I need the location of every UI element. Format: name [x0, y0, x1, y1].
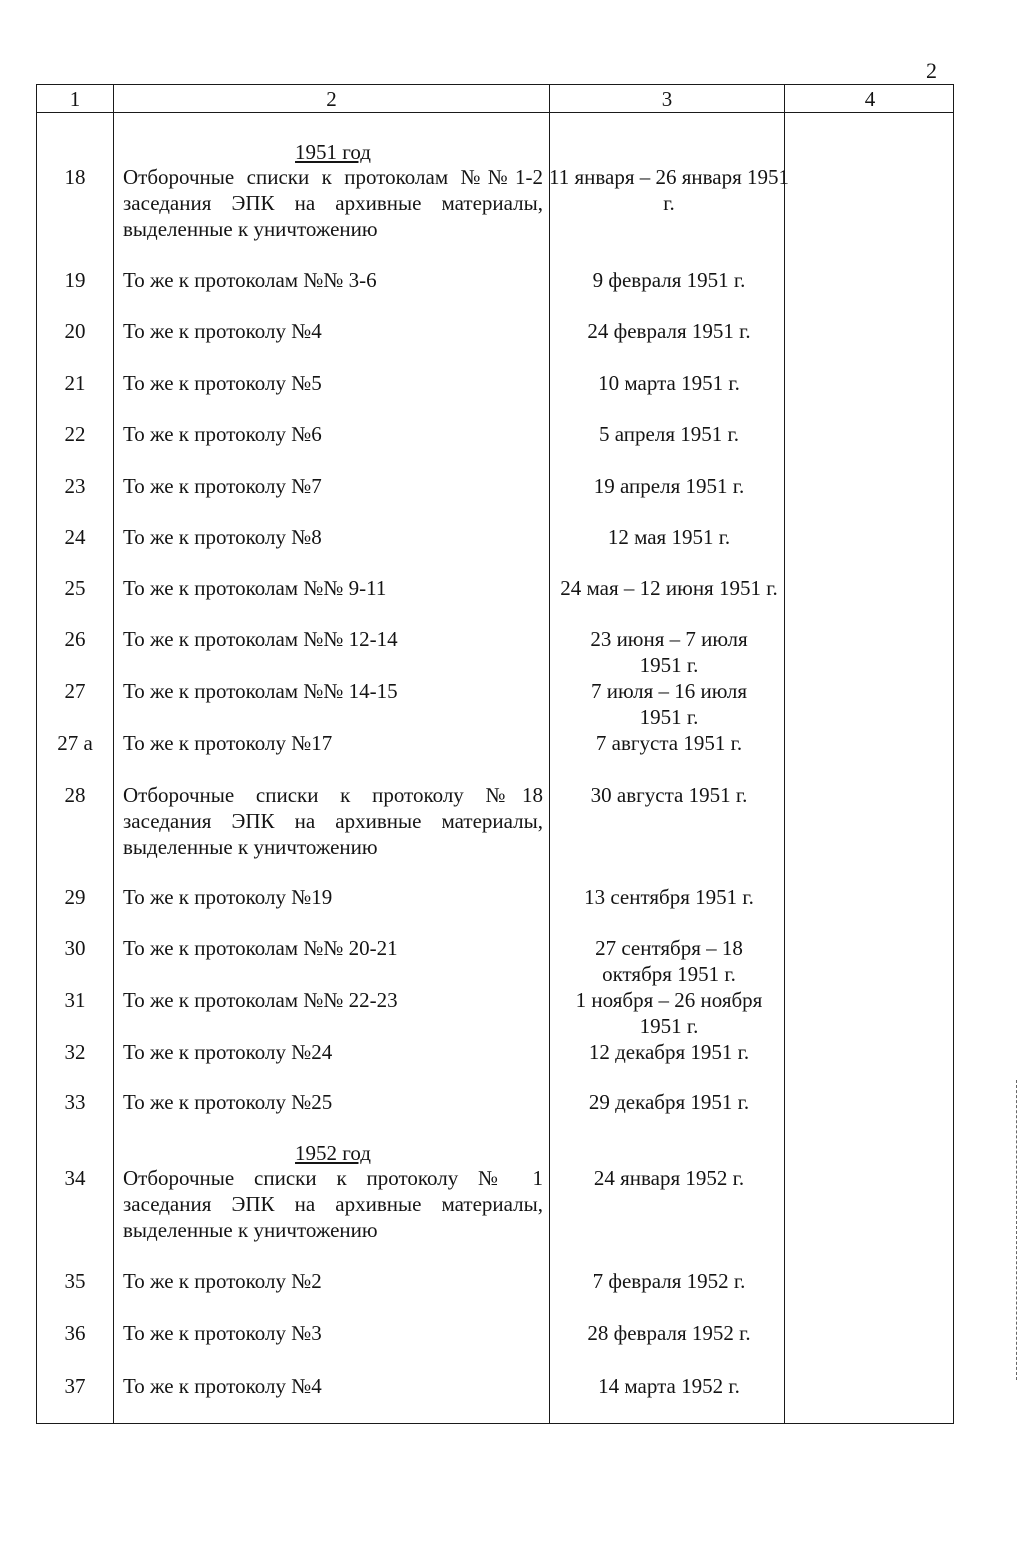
row-number: 21: [64, 371, 86, 395]
row-date: 19 апреля 1951 г.: [593, 474, 745, 498]
row-date: 14 марта 1952 г.: [598, 1374, 740, 1398]
row-date: 10 марта 1951 г.: [598, 371, 740, 395]
row-number: 27: [64, 679, 86, 703]
row-date: 9 февраля 1951 г.: [592, 268, 746, 292]
row-number: 24: [64, 525, 86, 549]
row-description: То же к протоколам №№ 12-14: [123, 627, 398, 651]
row-description: То же к протоколу №4: [123, 1374, 322, 1398]
row-description: Отборочные списки к протоколу №18 заседания ЭПК на архивные материалы, выделенные к уничтожению: [123, 783, 543, 859]
row-number: 25: [64, 576, 86, 600]
column-header-2: 2: [326, 87, 337, 111]
row-number: 35: [64, 1269, 86, 1293]
row-description: То же к протоколу №24: [123, 1040, 333, 1064]
row-date: 12 декабря 1951 г.: [588, 1040, 750, 1064]
page-number: 2: [926, 58, 937, 83]
scan-edge-mark: [1016, 1080, 1019, 1380]
column-header-3: 3: [661, 87, 673, 111]
row-date: 27 сентября – 18 октября 1951 г.: [595, 936, 743, 986]
inventory-table: [36, 84, 954, 1424]
row-description: Отборочные списки к протоколу № 1 заседания ЭПК на архивные материалы, выделенные к уничтожению: [123, 1166, 543, 1242]
row-date: 24 января 1952 г.: [593, 1166, 745, 1190]
row-description: То же к протоколам №№ 22-23: [123, 988, 398, 1012]
row-number: 23: [64, 474, 86, 498]
row-description: То же к протоколам №№ 9-11: [123, 576, 387, 600]
column-header-1: 1: [69, 87, 81, 111]
column-header-4: 4: [864, 87, 876, 111]
row-description: Отборочные списки к протоколам №№1-2 заседания ЭПК на архивные материалы, выделенные к уничтожению: [123, 165, 543, 241]
row-description: То же к протоколу №2: [123, 1269, 322, 1293]
row-date: 5 апреля 1951 г.: [599, 422, 739, 446]
row-number: 32: [64, 1040, 86, 1064]
row-date: 11 января – 26 января 1951 г.: [549, 165, 790, 215]
row-date: 24 февраля 1951 г.: [587, 319, 751, 343]
row-number: 31: [64, 988, 86, 1012]
row-description: То же к протоколу №7: [123, 474, 322, 498]
row-number: 26: [64, 627, 86, 651]
row-date: 7 февраля 1952 г.: [592, 1269, 746, 1293]
row-number: 28: [64, 783, 86, 807]
row-description: То же к протоколам №№ 3-6: [123, 268, 377, 292]
row-description: То же к протоколу №17: [123, 731, 333, 755]
row-number: 27 а: [57, 731, 93, 755]
row-date: 7 августа 1951 г.: [595, 731, 743, 755]
row-date: 24 мая – 12 июня 1951 г.: [560, 576, 778, 600]
row-description: То же к протоколу №8: [123, 525, 322, 549]
row-number: 30: [64, 936, 86, 960]
row-number: 19: [64, 268, 86, 292]
row-description: То же к протоколам №№ 20-21: [123, 936, 398, 960]
row-date: 7 июля – 16 июля 1951 г.: [590, 679, 748, 729]
row-description: То же к протоколу №4: [123, 319, 322, 343]
row-date: 1 ноября – 26 ноября 1951 г.: [575, 988, 763, 1038]
section-year-1952: 1952 год: [295, 1141, 371, 1165]
row-number: 22: [64, 422, 86, 446]
row-number: 36: [64, 1321, 86, 1345]
row-number: 33: [64, 1090, 86, 1114]
row-date: 12 мая 1951 г.: [607, 525, 731, 549]
row-description: То же к протоколу №25: [123, 1090, 333, 1114]
row-description: То же к протоколу №19: [123, 885, 333, 909]
row-date: 28 февраля 1952 г.: [587, 1321, 751, 1345]
row-date: 23 июня – 7 июля 1951 г.: [590, 627, 748, 677]
row-description: То же к протоколу №5: [123, 371, 322, 395]
row-date: 13 сентября 1951 г.: [584, 885, 754, 909]
row-date: 29 декабря 1951 г.: [588, 1090, 750, 1114]
row-number: 34: [64, 1166, 86, 1190]
section-year-1951: 1951 год: [295, 140, 371, 164]
row-number: 18: [64, 165, 86, 189]
row-description: То же к протоколам №№ 14-15: [123, 679, 398, 703]
row-description: То же к протоколу №6: [123, 422, 322, 446]
row-number: 20: [64, 319, 86, 343]
row-description: То же к протоколу №3: [123, 1321, 322, 1345]
row-date: 30 августа 1951 г.: [590, 783, 748, 807]
row-number: 29: [64, 885, 86, 909]
row-number: 37: [64, 1374, 86, 1398]
